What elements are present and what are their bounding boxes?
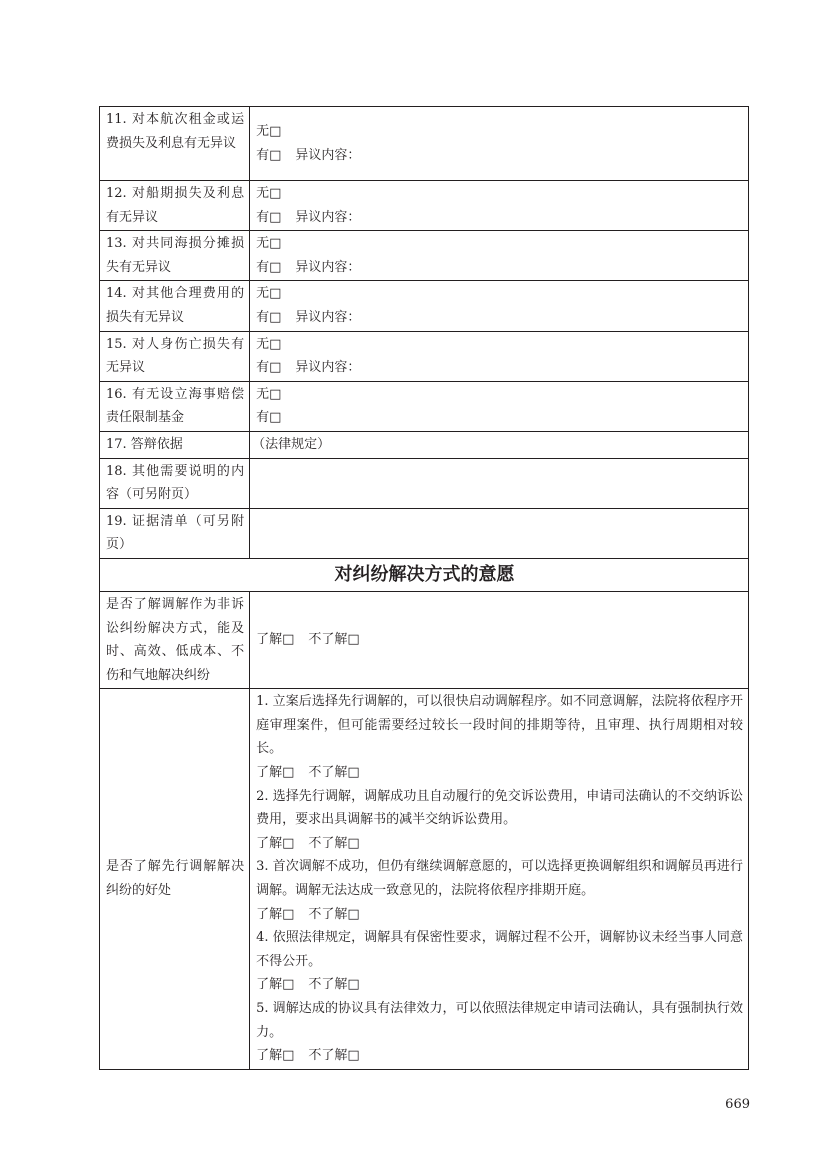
objection-label: 异议内容： <box>295 259 361 275</box>
option-has-checkbox[interactable]: 有□ <box>256 410 282 426</box>
objection-label: 异议内容： <box>295 360 361 376</box>
form-row-17 <box>100 431 749 458</box>
row-value <box>250 107 749 181</box>
option-has-checkbox[interactable]: 有□ <box>256 259 282 275</box>
row-label: 是否了解调解作为非诉讼纠纷解决方式，能及时、高效、低成本、不伤和气地解决纠纷 <box>100 591 250 688</box>
benefit-item <box>256 690 743 784</box>
option-none-checkbox[interactable]: 无□ <box>256 123 282 139</box>
mediation-awareness-row <box>100 591 749 688</box>
legal-basis-field[interactable]: （法律规定） <box>250 431 749 458</box>
row-label: 16. 有无设立海事赔偿责任限制基金 <box>100 381 250 431</box>
option-has-checkbox[interactable]: 有□ <box>256 209 282 225</box>
not-know-checkbox[interactable]: 不了解□ <box>308 632 360 648</box>
form-row-18 <box>100 458 749 508</box>
section-title: 对纠纷解决方式的意愿 <box>100 558 749 591</box>
row-value <box>250 181 749 231</box>
row-value <box>250 381 749 431</box>
benefits-list <box>250 689 749 1070</box>
not-know-checkbox[interactable]: 不了解□ <box>308 1048 360 1064</box>
row-label: 17. 答辩依据 <box>100 431 250 458</box>
benefit-text: 5. 调解达成的协议具有法律效力，可以依照法律规定申请司法确认，具有强制执行效力。 <box>256 1001 743 1040</box>
know-checkbox[interactable]: 了解□ <box>256 977 295 993</box>
row-value <box>250 331 749 381</box>
row-label: 18. 其他需要说明的内容（可另附页） <box>100 458 250 508</box>
row-label: 13. 对共同海损分摊损失有无异议 <box>100 231 250 281</box>
option-none-checkbox[interactable]: 无□ <box>256 336 282 352</box>
option-none-checkbox[interactable]: 无□ <box>256 386 282 402</box>
benefit-text: 3. 首次调解不成功，但仍有继续调解意愿的，可以选择更换调解组织和调解员再进行调解。调解无法达成一致意见的，法院将依程序排期开庭。 <box>256 859 743 899</box>
objection-label: 异议内容： <box>295 309 361 325</box>
row-label: 14. 对其他合理费用的损失有无异议 <box>100 281 250 331</box>
page-number: 669 <box>725 1097 750 1112</box>
benefit-item <box>256 785 743 856</box>
row-label: 19. 证据清单（可另附页） <box>100 508 250 558</box>
defense-form-table <box>99 106 749 1070</box>
form-row-13 <box>100 231 749 281</box>
benefit-text: 1. 立案后选择先行调解的，可以很快启动调解程序。如不同意调解，法院将依程序开庭审理案件，但可能需要经过较长一段时间的排期等待，且审理、执行周期相对较长。 <box>256 694 743 757</box>
not-know-checkbox[interactable]: 不了解□ <box>308 765 360 781</box>
other-notes-field[interactable] <box>250 458 749 508</box>
row-value <box>250 591 749 688</box>
know-checkbox[interactable]: 了解□ <box>256 765 295 781</box>
not-know-checkbox[interactable]: 不了解□ <box>308 977 360 993</box>
not-know-checkbox[interactable]: 不了解□ <box>308 835 360 851</box>
option-has-checkbox[interactable]: 有□ <box>256 360 282 376</box>
row-value <box>250 281 749 331</box>
not-know-checkbox[interactable]: 不了解□ <box>308 906 360 922</box>
row-label: 15. 对人身伤亡损失有无异议 <box>100 331 250 381</box>
objection-label: 异议内容： <box>295 209 361 225</box>
option-none-checkbox[interactable]: 无□ <box>256 236 282 252</box>
know-checkbox[interactable]: 了解□ <box>256 1048 295 1064</box>
know-checkbox[interactable]: 了解□ <box>256 835 295 851</box>
prior-mediation-row <box>100 689 749 1070</box>
form-row-16 <box>100 381 749 431</box>
option-has-checkbox[interactable]: 有□ <box>256 147 282 163</box>
benefit-text: 4. 依照法律规定，调解具有保密性要求，调解过程不公开，调解协议未经当事人同意不得公开。 <box>256 930 743 969</box>
benefit-item <box>256 855 743 926</box>
benefit-text: 2. 选择先行调解，调解成功且自动履行的免交诉讼费用，申请司法确认的不交纳诉讼费用，要求出具调解书的减半交纳诉讼费用。 <box>256 788 743 828</box>
option-none-checkbox[interactable]: 无□ <box>256 186 282 201</box>
section-header-row <box>100 558 749 591</box>
row-label: 12. 对船期损失及利息有无异议 <box>100 181 250 231</box>
form-row-12 <box>100 181 749 231</box>
form-row-11 <box>100 107 749 181</box>
row-value <box>250 231 749 281</box>
benefit-item <box>256 997 743 1068</box>
form-row-15 <box>100 331 749 381</box>
row-label: 11. 对本航次租金或运费损失及利息有无异议 <box>100 107 250 181</box>
row-label: 是否了解先行调解解决纠纷的好处 <box>100 689 250 1070</box>
objection-label: 异议内容： <box>295 147 361 163</box>
form-row-14 <box>100 281 749 331</box>
benefit-item <box>256 926 743 997</box>
evidence-list-field[interactable] <box>250 508 749 558</box>
option-none-checkbox[interactable]: 无□ <box>256 286 282 302</box>
know-checkbox[interactable]: 了解□ <box>256 632 295 648</box>
option-has-checkbox[interactable]: 有□ <box>256 309 282 325</box>
form-row-19 <box>100 508 749 558</box>
know-checkbox[interactable]: 了解□ <box>256 906 295 922</box>
